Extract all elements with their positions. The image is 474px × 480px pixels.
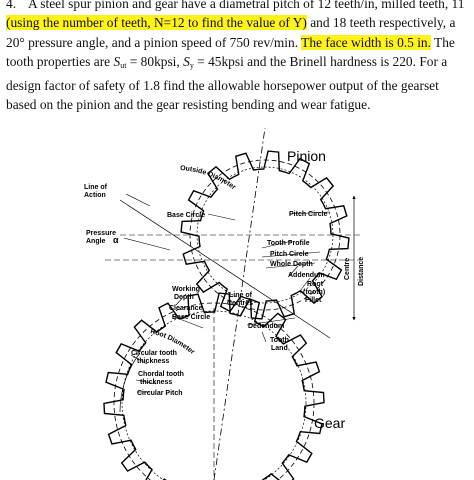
- label-tooth-land-2: Land: [271, 345, 288, 352]
- highlight-face-width: The face width is 0.5 in.: [301, 34, 431, 50]
- sut-unit: kpsi,: [154, 54, 184, 70]
- label-working-depth-2: Depth: [174, 294, 194, 301]
- sut-symbol: S: [113, 54, 121, 70]
- sy-subscript: y: [189, 61, 194, 71]
- label-base-circle-mid: Base Circle: [172, 314, 211, 321]
- label-root-2: (tooth): [303, 289, 326, 296]
- sy-value: = 45: [197, 54, 222, 70]
- label-outside-diameter: Outside Diameter: [179, 164, 237, 192]
- highlight-teeth-note: (using the number of teeth, N=12 to find the value of Y): [6, 15, 307, 31]
- label-tooth-profile: Tooth Profile: [267, 240, 310, 247]
- label-root-diameter: Root Diameter: [149, 328, 196, 357]
- problem-text-are: are: [93, 54, 114, 70]
- label-root-3: Fillet: [305, 297, 322, 304]
- gear-nomenclature-diagram: [0, 108, 474, 480]
- label-alpha: α: [113, 235, 119, 245]
- label-pressure-angle-2: Angle: [86, 238, 106, 245]
- label-centre-distance-2: Distance: [358, 256, 365, 286]
- sut-value: = 80: [129, 54, 155, 70]
- gear-title: Gear: [314, 415, 346, 431]
- pinion-title: Pinion: [287, 148, 326, 164]
- label-line-of-action-2: Action: [84, 192, 106, 199]
- label-chordal-tooth-2: thickness: [140, 379, 173, 386]
- problem-text-3: The tooth properties: [6, 34, 455, 70]
- problem-text-4: kpsi and the Brinell hardness is 220. For a design factor of safety of 1.8 find the allowable horsepower output of the gearset based on the pinion and the gear resisting bending and wear fatigue.: [6, 54, 448, 113]
- label-circular-tooth-2: thickness: [137, 358, 170, 365]
- label-clearance: Clearance: [169, 305, 203, 312]
- label-pitch-circle-mid: Pitch Circle: [270, 251, 309, 258]
- label-base-circle-top: Base Circle: [167, 212, 206, 219]
- line-of-action: [120, 200, 330, 338]
- label-pitch-circle-right: Pitch Circle: [289, 211, 328, 218]
- label-circular-pitch: Circular Pitch: [137, 390, 183, 397]
- label-tooth-land-1: Tooth: [270, 337, 289, 344]
- label-chordal-tooth-1: Chordal tooth: [138, 371, 184, 378]
- question-number: 4.: [6, 0, 17, 11]
- label-line-of-centres-2: Centres: [227, 300, 254, 307]
- label-line-of-action-1: Line of: [84, 184, 107, 191]
- label-whole-depth: Whole Depth: [270, 261, 313, 268]
- sy-symbol: S: [183, 54, 190, 70]
- sut-subscript: ut: [120, 61, 127, 71]
- label-addendum: Addendum: [288, 272, 325, 279]
- label-dedendum: Dedendum: [248, 323, 285, 330]
- label-centre-distance-1: Centre: [344, 257, 351, 280]
- problem-text-1: A steel spur pinion and gear have a diametral pitch of 12 teeth/in, milled teeth, 11: [28, 0, 465, 11]
- label-root-1: Root: [307, 281, 323, 288]
- label-circular-tooth-1: Circular tooth: [131, 350, 177, 357]
- label-line-of-centres-1: Line of: [229, 292, 252, 299]
- label-pressure-angle-1: Pressure: [86, 230, 116, 237]
- label-working-depth-1: Working: [172, 286, 200, 293]
- problem-text-2: and 18 teeth respectively, a 20° pressure angle, and a pinion speed of 750 rev/min.: [6, 15, 456, 50]
- problem-statement: [6, 0, 468, 114]
